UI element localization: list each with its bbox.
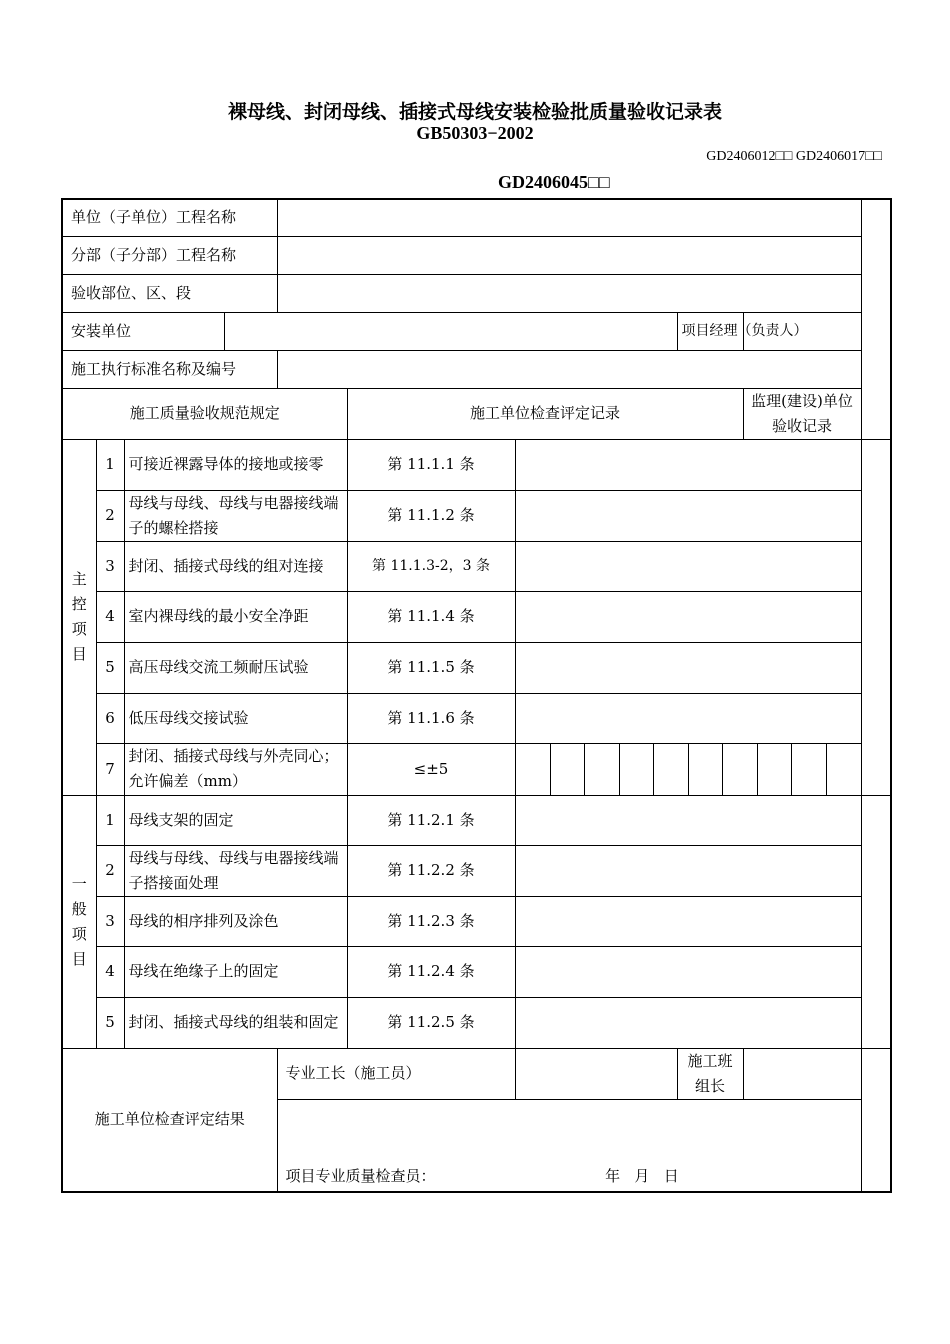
foreman-field[interactable] — [515, 1048, 677, 1099]
item-description: 母线与母线、母线与电器接线端子搭接面处理 — [124, 845, 347, 896]
item-number: 6 — [96, 693, 124, 743]
item-description: 封闭、插接式母线与外壳同心；允许偏差（mm） — [124, 743, 347, 795]
item-record-field[interactable] — [515, 541, 861, 591]
item-description: 母线在绝缘子上的固定 — [124, 946, 347, 997]
measurement-cell[interactable] — [516, 744, 551, 795]
unit-name-field[interactable] — [277, 199, 861, 236]
measurement-cell[interactable] — [619, 744, 654, 795]
item-clause: ≤±5 — [347, 743, 515, 795]
item-number: 3 — [96, 541, 124, 591]
team-leader-field[interactable] — [743, 1048, 861, 1099]
install-unit-field[interactable] — [224, 312, 677, 350]
item-clause: 第 11.1.2 条 — [347, 490, 515, 541]
measurement-cell[interactable] — [550, 744, 585, 795]
item-description: 母线的相序排列及涂色 — [124, 896, 347, 946]
acceptance-part-label: 验收部位、区、段 — [62, 274, 277, 312]
install-unit-label: 安装单位 — [62, 312, 224, 350]
item-number: 5 — [96, 997, 124, 1048]
standard-name-label: 施工执行标准名称及编号 — [62, 350, 277, 388]
deviation-measurement-grid — [515, 743, 861, 795]
item-clause: 第 11.2.1 条 — [347, 795, 515, 845]
measurement-cell[interactable] — [826, 744, 861, 795]
spec-header: 施工质量验收规范规定 — [62, 388, 347, 439]
item-description: 封闭、插接式母线的组装和固定 — [124, 997, 347, 1048]
project-manager-label: 项目经理（负责人） — [677, 312, 743, 350]
item-number: 7 — [96, 743, 124, 795]
measurement-cell[interactable] — [723, 744, 758, 795]
standard-code: GB50303−2002 — [416, 123, 534, 143]
item-clause: 第 11.2.4 条 — [347, 946, 515, 997]
item-description: 高压母线交流工频耐压试验 — [124, 642, 347, 693]
item-number: 1 — [96, 795, 124, 845]
item-clause: 第 11.2.5 条 — [347, 997, 515, 1048]
item-number: 5 — [96, 642, 124, 693]
item-description: 室内裸母线的最小安全净距 — [124, 591, 347, 642]
result-label: 施工单位检查评定结果 — [62, 1048, 277, 1192]
item-clause: 第 11.1.6 条 — [347, 693, 515, 743]
item-clause: 第 11.1.3-2，3 条 — [347, 541, 515, 591]
item-clause: 第 11.1.4 条 — [347, 591, 515, 642]
item-record-field[interactable] — [515, 693, 861, 743]
item-clause: 第 11.1.5 条 — [347, 642, 515, 693]
item-clause: 第 11.1.1 条 — [347, 439, 515, 490]
item-record-field[interactable] — [515, 642, 861, 693]
item-record-field[interactable] — [515, 490, 861, 541]
general-items-group-label: 一 般 项 目 — [62, 795, 96, 1048]
foreman-label: 专业工长（施工员） — [277, 1048, 515, 1099]
item-number: 4 — [96, 946, 124, 997]
item-record-field[interactable] — [515, 896, 861, 946]
item-number: 1 — [96, 439, 124, 490]
standard-name-field[interactable] — [277, 350, 861, 388]
inspector-sign-area[interactable] — [277, 1099, 861, 1192]
form-codes: GD2406012□□ GD2406017□□ — [706, 149, 882, 164]
item-record-field[interactable] — [515, 946, 861, 997]
measurement-cell[interactable] — [585, 744, 620, 795]
item-record-field[interactable] — [515, 439, 861, 490]
record-header: 施工单位检查评定记录 — [347, 388, 743, 439]
inspector-label: 项目专业质量检查员： — [285, 1167, 436, 1185]
main-items-group-label: 主 控 项 目 — [62, 439, 96, 795]
measurement-cell[interactable] — [792, 744, 827, 795]
item-clause: 第 11.2.2 条 — [347, 845, 515, 896]
division-name-label: 分部（子分部）工程名称 — [62, 236, 277, 274]
item-number: 3 — [96, 896, 124, 946]
measurement-cell[interactable] — [757, 744, 792, 795]
acceptance-part-field[interactable] — [277, 274, 861, 312]
division-name-field[interactable] — [277, 236, 861, 274]
unit-name-label: 单位（子单位）工程名称 — [62, 199, 277, 236]
sign-date: 年 月 日 — [605, 1167, 679, 1185]
item-number: 4 — [96, 591, 124, 642]
item-record-field[interactable] — [515, 845, 861, 896]
acceptance-form-table — [61, 198, 892, 1193]
item-description: 低压母线交接试验 — [124, 693, 347, 743]
form-title: 裸母线、封闭母线、插接式母线安装检验批质量验收记录表 — [227, 101, 722, 123]
item-number: 2 — [96, 490, 124, 541]
item-description: 封闭、插接式母线的组对连接 — [124, 541, 347, 591]
item-description: 母线支架的固定 — [124, 795, 347, 845]
supervision-header: 监理(建设)单位验收记录 — [743, 388, 861, 439]
measurement-cell[interactable] — [654, 744, 689, 795]
team-leader-label: 施工班组长 — [677, 1048, 743, 1099]
item-record-field[interactable] — [515, 591, 861, 642]
measurement-cell[interactable] — [688, 744, 723, 795]
general-supervision-field[interactable] — [861, 795, 891, 1048]
item-record-field[interactable] — [515, 795, 861, 845]
item-description: 母线与母线、母线与电器接线端子的螺栓搭接 — [124, 490, 347, 541]
item-clause: 第 11.2.3 条 — [347, 896, 515, 946]
item-record-field[interactable] — [515, 997, 861, 1048]
item-number: 2 — [96, 845, 124, 896]
item-description: 可接近裸露导体的接地或接零 — [124, 439, 347, 490]
form-code-main: GD2406045□□ — [498, 172, 610, 192]
main-supervision-field[interactable] — [861, 439, 891, 795]
